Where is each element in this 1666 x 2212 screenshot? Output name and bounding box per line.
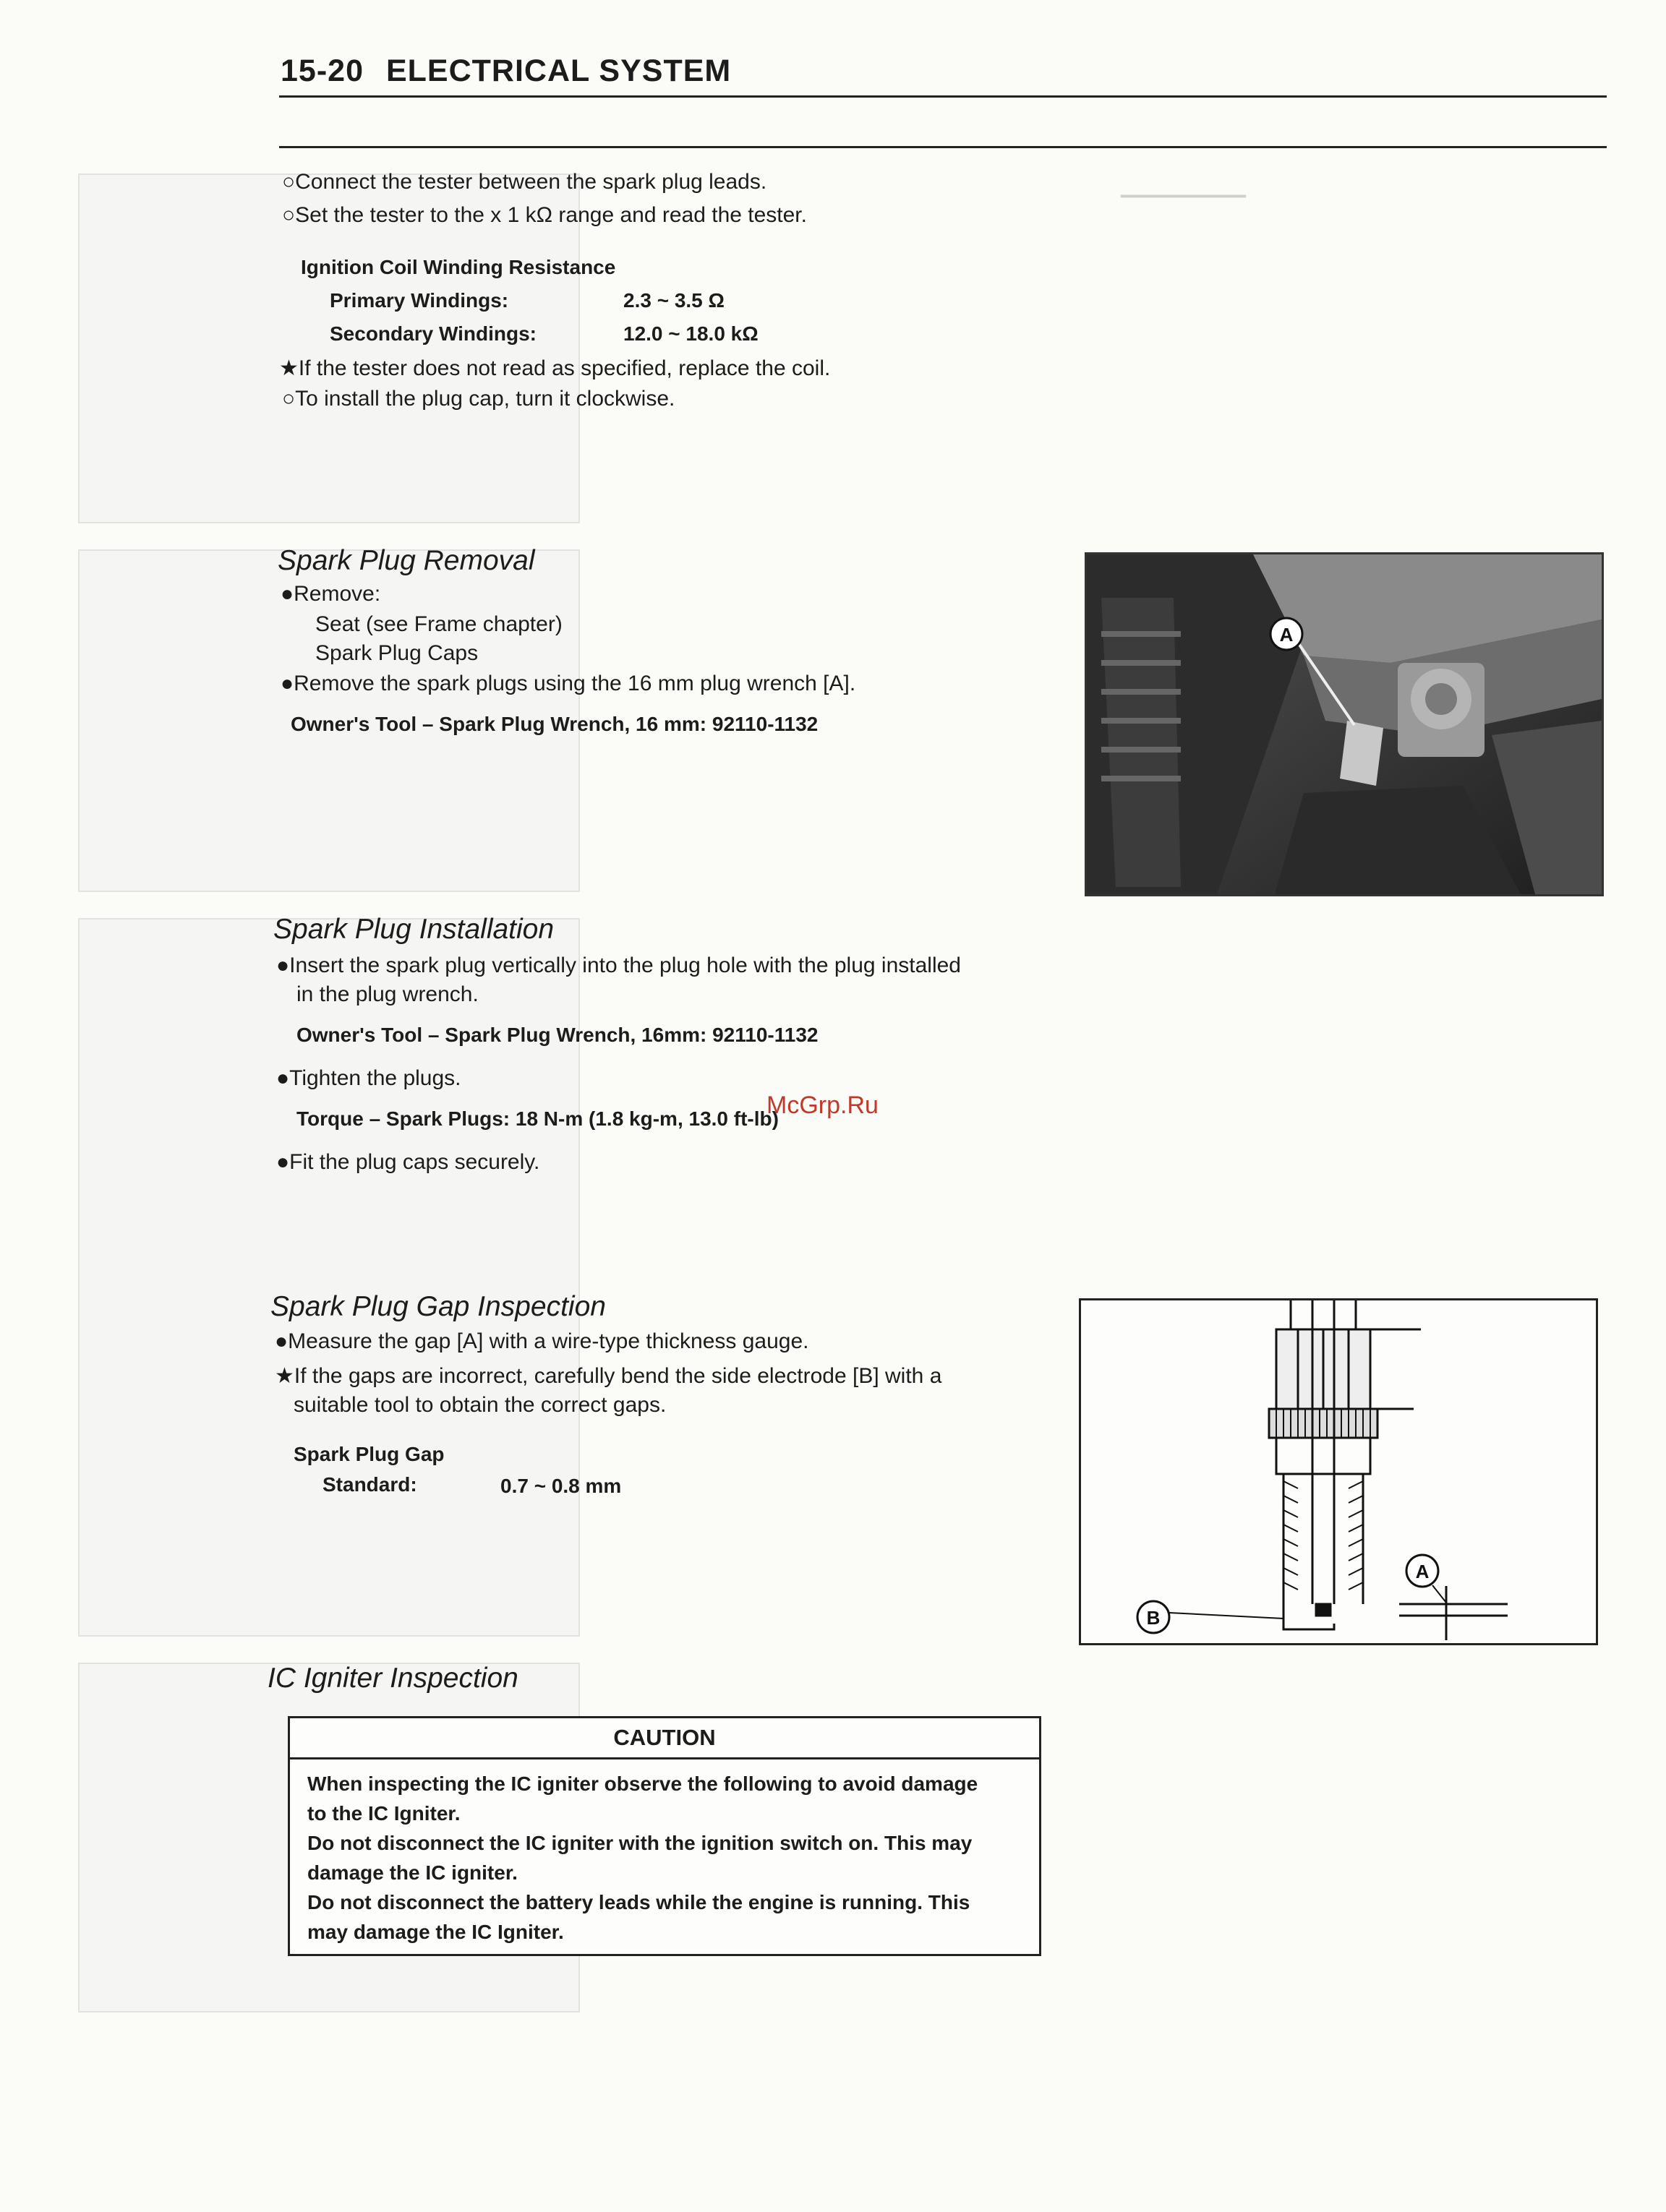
ghost-text: ▁▁▁▁▁▁▁▁▁ [1121,177,1247,197]
secondary-value: 12.0 ~ 18.0 kΩ [623,322,759,345]
watermark: McGrp.Ru [766,1092,879,1119]
spark-plug-gap-diagram [1079,1298,1598,1645]
caution-body [307,1769,1023,1947]
gap-bullet-1: ●Measure the gap [A] with a wire-type thickness gauge. [275,1329,809,1353]
coil-test-step-3: ○To install the plug cap, turn it clockwise. [282,387,675,411]
removal-item-1: Seat (see Frame chapter) [315,612,563,636]
gap-note-1: ★If the gaps are incorrect, carefully bend the side electrode [B] with a [275,1364,942,1388]
caution-line-1: When inspecting the IC igniter observe the following to avoid damage [307,1772,978,1795]
coil-test-step-1: ○Connect the tester between the spark plug leads. [282,170,767,194]
caution-line-4: damage the IC igniter. [307,1861,518,1884]
removal-bullet-1: ●Remove: [281,582,381,606]
diagram-callout-b: B [1146,1607,1161,1629]
gap-standard-label: Standard: [322,1473,417,1496]
removal-bullet-2: ●Remove the spark plugs using the 16 mm plug wrench [A]. [281,672,856,695]
page-header [281,53,731,89]
gap-note-2: suitable tool to obtain the correct gaps. [294,1393,667,1417]
caution-line-6: may damage the IC Igniter. [307,1921,564,1943]
installation-heading: Spark Plug Installation [273,914,555,945]
removal-heading: Spark Plug Removal [278,545,535,576]
gap-standard-value: 0.7 ~ 0.8 mm [500,1475,622,1497]
photo-callout-a: A [1279,624,1294,646]
coil-test-step-2: ○Set the tester to the x 1 kΩ range and read the tester. [282,203,807,227]
igniter-heading: IC Igniter Inspection [268,1663,518,1694]
header-rule [279,95,1607,98]
primary-value: 2.3 ~ 3.5 Ω [623,289,725,312]
caution-title: CAUTION [290,1718,1039,1759]
removal-item-2: Spark Plug Caps [315,641,479,665]
caution-line-5: Do not disconnect the battery leads while the engine is running. This [307,1891,970,1913]
diagram-callout-a: A [1415,1561,1430,1582]
installation-bullet-2: ●Tighten the plugs. [276,1066,461,1090]
primary-label: Primary Windings: [330,289,509,312]
caution-box [288,1716,1041,1956]
installation-bullet-3: ●Fit the plug caps securely. [276,1150,540,1174]
engine-photo-drawing [1087,554,1602,894]
removal-tool: Owner's Tool – Spark Plug Wrench, 16 mm: 92110-1132 [291,713,819,735]
installation-bullet-1a: ●Insert the spark plug vertically into the plug hole with the plug installed [276,953,961,977]
section-title: ELECTRICAL SYSTEM [385,53,732,88]
caution-line-2: to the IC Igniter. [307,1802,461,1825]
coil-spec-title: Ignition Coil Winding Resistance [301,256,616,278]
installation-torque: Torque – Spark Plugs: 18 N-m (1.8 kg-m, 13.0 ft-lb) [296,1107,779,1130]
page-number: 15-20 [281,53,364,88]
installation-tool: Owner's Tool – Spark Plug Wrench, 16mm: 92110-1132 [296,1024,819,1046]
secondary-label: Secondary Windings: [330,322,537,345]
spark-plug-drawing [1081,1300,1596,1643]
gap-heading: Spark Plug Gap Inspection [270,1291,606,1322]
installation-bullet-1b: in the plug wrench. [296,982,479,1006]
gap-spec-title: Spark Plug Gap [294,1443,445,1465]
coil-test-note: ★If the tester does not read as specified, replace the coil. [279,356,831,380]
header-rule-secondary [279,146,1607,148]
caution-line-3: Do not disconnect the IC igniter with the ignition switch on. This may [307,1832,973,1854]
spark-plug-removal-photo [1085,552,1604,896]
